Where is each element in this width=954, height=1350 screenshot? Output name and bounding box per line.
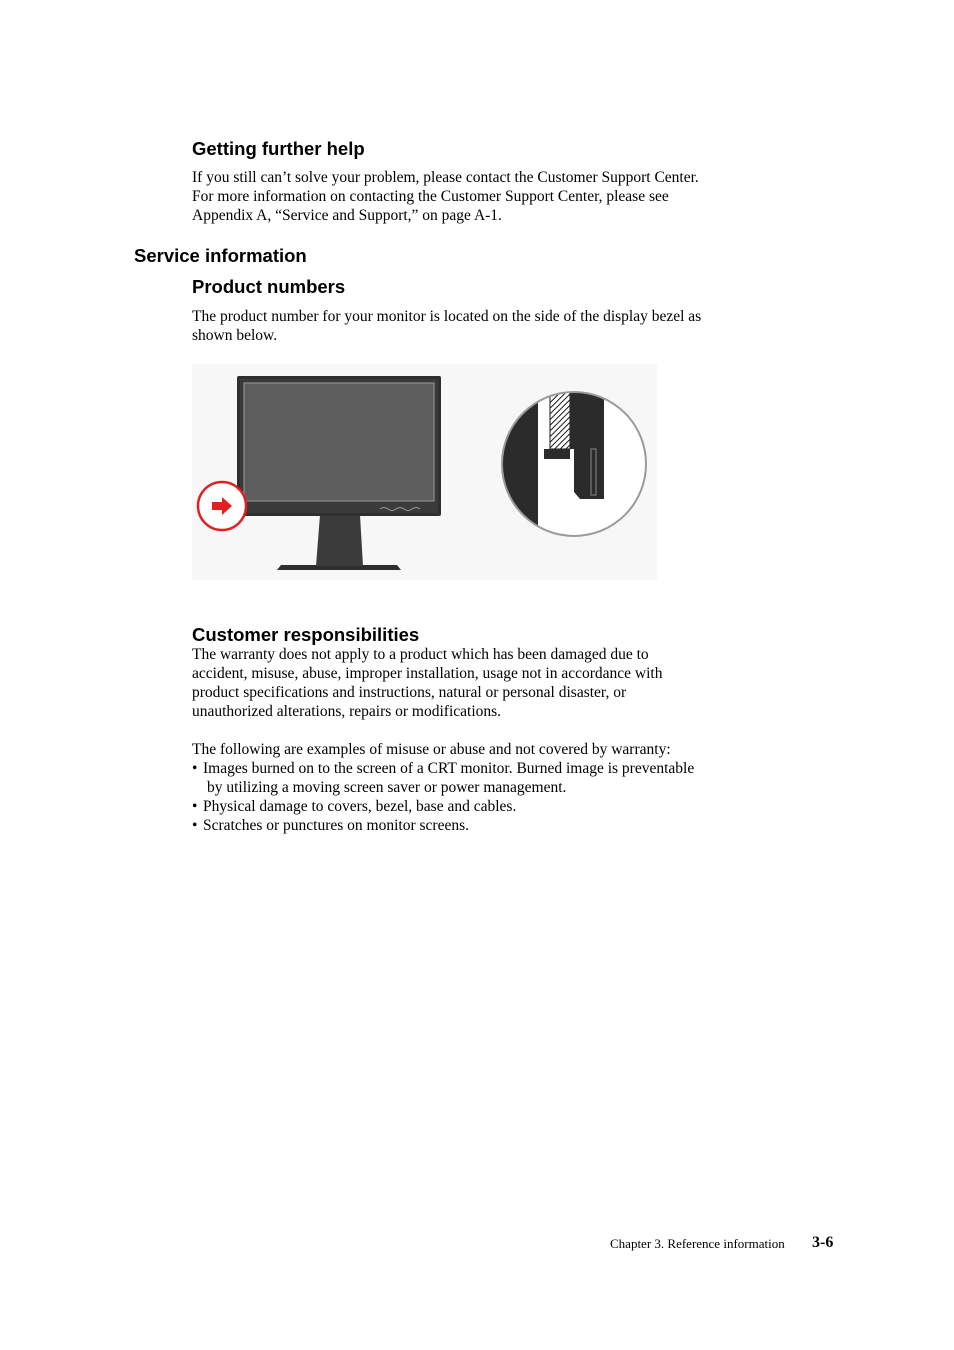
list-item-continuation — [207, 778, 566, 797]
paragraph-getting-further-help — [192, 168, 772, 225]
list-item-text: by utilizing a moving screen saver or power management. — [207, 779, 567, 796]
paragraph-line: accident, misuse, abuse, improper installation, usage not in accordance with — [192, 665, 663, 682]
paragraph-line: unauthorized alterations, repairs or modifications. — [192, 703, 502, 720]
paragraph-line: The following are examples of misuse or abuse and not covered by warranty: — [192, 741, 671, 758]
footer-chapter-title: Chapter 3. Reference information — [610, 1236, 785, 1251]
paragraph-line: The warranty does not apply to a product which has been damaged due to — [192, 646, 649, 663]
list-item-text: Scratches or punctures on monitor screens. — [203, 817, 470, 834]
paragraph-line: Appendix A, “Service and Support,” on page A-1. — [192, 207, 502, 224]
heading-customer-responsibilities: Customer responsibilities — [192, 624, 420, 645]
paragraph-line: The product number for your monitor is located on the side of the display bezel as — [192, 308, 702, 325]
heading-service-information: Service information — [134, 245, 307, 266]
list-item-text: Physical damage to covers, bezel, base and cables. — [203, 798, 517, 815]
list-item-text: Images burned on to the screen of a CRT monitor. Burned image is preventable — [203, 760, 695, 777]
paragraph-line: product specifications and instructions, natural or personal disaster, or — [192, 684, 627, 701]
list-item — [192, 797, 516, 816]
paragraph-misuse-examples-intro — [192, 740, 772, 759]
paragraph-line: If you still can’t solve your problem, please contact the Customer Support Center. — [192, 169, 699, 186]
product-number-location-figure — [192, 364, 657, 580]
page-number: 3-6 — [812, 1234, 834, 1251]
heading-product-numbers: Product numbers — [192, 276, 346, 297]
arrow-right-icon — [198, 482, 246, 530]
bullet-icon: • — [192, 798, 198, 815]
bullet-icon: • — [192, 760, 198, 777]
paragraph-line: For more information on contacting the Customer Support Center, please see — [192, 188, 669, 205]
list-item — [192, 759, 694, 778]
paragraph-product-numbers — [192, 307, 772, 345]
list-item — [192, 816, 469, 835]
bullet-icon: • — [192, 817, 198, 834]
paragraph-customer-responsibilities — [192, 645, 772, 721]
heading-getting-further-help: Getting further help — [192, 138, 365, 159]
paragraph-line: shown below. — [192, 327, 278, 344]
